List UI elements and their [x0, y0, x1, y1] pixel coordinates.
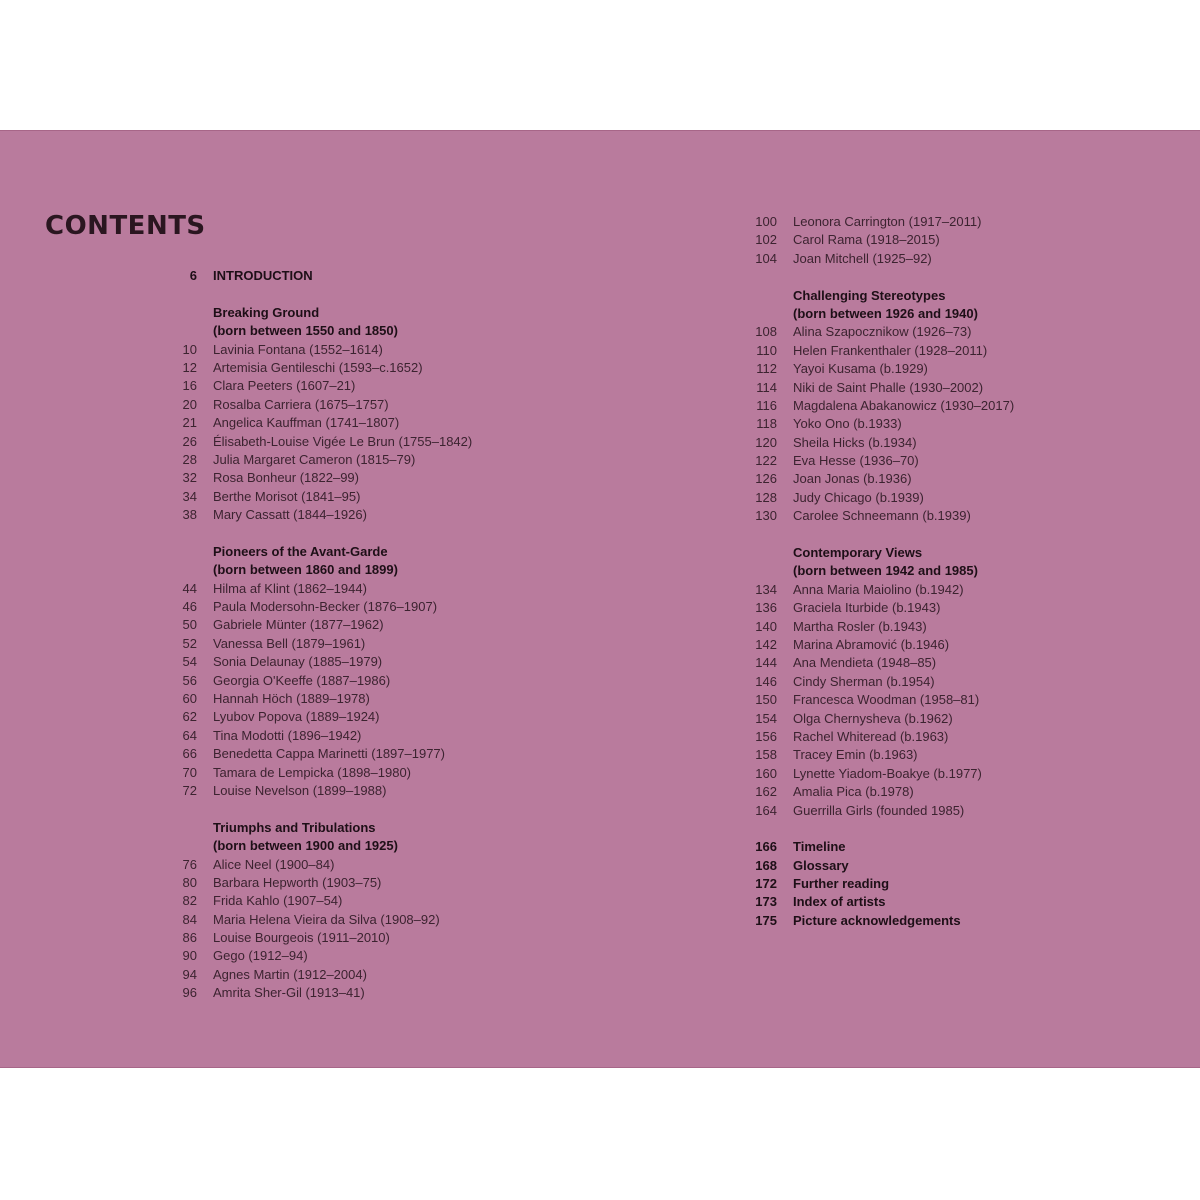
page-number: 110 — [756, 342, 777, 358]
toc-entry[interactable] — [150, 874, 570, 892]
section-heading-text: Triumphs and Tribulations — [213, 819, 376, 835]
toc-entry[interactable] — [730, 489, 1150, 507]
page-number: 172 — [755, 876, 777, 892]
entry-label: Magdalena Abakanowicz (1930–2017) — [793, 397, 1015, 413]
entry-label: Tamara de Lempicka (1898–1980) — [213, 764, 412, 780]
toc-entry[interactable] — [730, 728, 1150, 746]
entry-label: Carol Rama (1918–2015) — [793, 232, 940, 248]
toc-entry[interactable] — [150, 672, 570, 690]
toc-entry[interactable] — [150, 433, 570, 451]
page-number: 144 — [755, 655, 777, 671]
toc-entry[interactable] — [150, 708, 570, 726]
page-number: 20 — [182, 396, 197, 412]
entry-label: Lyubov Popova (1889–1924) — [213, 709, 380, 725]
page-number: 104 — [755, 250, 777, 266]
entry-label: Glossary — [793, 857, 849, 873]
toc-entry[interactable] — [730, 746, 1150, 764]
toc-entry[interactable] — [730, 783, 1150, 801]
entry-label: Georgia O'Keeffe (1887–1986) — [213, 672, 391, 688]
page-number: 130 — [755, 508, 777, 524]
entry-label: Sheila Hicks (b.1934) — [793, 434, 917, 450]
entry-label: Anna Maria Maiolino (b.1942) — [793, 581, 964, 597]
entry-label: Tina Modotti (1896–1942) — [213, 727, 362, 743]
toc-entry[interactable] — [730, 581, 1150, 599]
page-number: 120 — [755, 434, 777, 450]
page-number: 160 — [755, 765, 777, 781]
entry-label: Paula Modersohn-Becker (1876–1907) — [213, 599, 438, 615]
section-subheading-text: (born between 1942 and 1985) — [793, 563, 978, 579]
page-number: 142 — [755, 636, 777, 652]
entry-label: Amalia Pica (b.1978) — [793, 784, 914, 800]
toc-entry[interactable] — [150, 598, 570, 616]
entry-label: Martha Rosler (b.1943) — [793, 618, 927, 634]
toc-entry[interactable] — [730, 636, 1150, 654]
page-number: 34 — [182, 488, 197, 504]
toc-entry[interactable] — [150, 782, 570, 800]
entry-label: Louise Nevelson (1899–1988) — [213, 782, 387, 798]
toc-entry[interactable] — [150, 469, 570, 487]
entry-label: Tracey Emin (b.1963) — [793, 747, 918, 763]
toc-entry[interactable] — [150, 947, 570, 965]
entry-label: Sonia Delaunay (1885–1979) — [213, 654, 383, 670]
back-matter-entry[interactable] — [730, 857, 1150, 875]
entry-label: Vanessa Bell (1879–1961) — [213, 635, 366, 651]
page-number: 116 — [756, 397, 777, 413]
entry-label: Julia Margaret Cameron (1815–79) — [213, 451, 416, 467]
page-number: 70 — [182, 764, 197, 780]
entry-label: Barbara Hepworth (1903–75) — [213, 874, 382, 890]
entry-label: Joan Jonas (b.1936) — [793, 471, 912, 487]
toc-entry[interactable] — [150, 653, 570, 671]
entry-label: Rosa Bonheur (1822–99) — [213, 470, 359, 486]
page-number: 128 — [755, 489, 777, 505]
page-number: 102 — [755, 232, 777, 248]
toc-entry[interactable] — [150, 745, 570, 763]
toc-entry[interactable] — [150, 377, 570, 395]
page-number: 16 — [182, 378, 197, 394]
page-number: 66 — [182, 746, 197, 762]
entry-label: Alina Szapocznikow (1926–73) — [793, 324, 972, 340]
toc-entry[interactable] — [150, 359, 570, 377]
toc-entry[interactable] — [730, 323, 1150, 341]
page-number: 50 — [182, 617, 197, 633]
section-heading — [150, 543, 570, 561]
toc-entry[interactable] — [730, 599, 1150, 617]
section-heading — [150, 819, 570, 837]
page-number: 156 — [755, 728, 777, 744]
toc-entry[interactable] — [150, 966, 570, 984]
toc-entry[interactable] — [730, 802, 1150, 820]
page-number: 28 — [182, 451, 197, 467]
entry-label: Leonora Carrington (1917–2011) — [793, 214, 982, 229]
page-number: 134 — [755, 581, 777, 597]
toc-entry[interactable] — [150, 580, 570, 598]
toc-entry[interactable] — [150, 690, 570, 708]
toc-entry[interactable] — [150, 396, 570, 414]
toc-entry[interactable] — [150, 892, 570, 910]
toc-entry[interactable] — [730, 618, 1150, 636]
entry-label: Cindy Sherman (b.1954) — [793, 673, 935, 689]
entry-label: Yayoi Kusama (b.1929) — [793, 361, 928, 377]
entry-label: Gego (1912–94) — [213, 948, 308, 964]
section-subheading — [150, 561, 570, 579]
entry-label: Clara Peeters (1607–21) — [213, 378, 356, 394]
page-number: 6 — [189, 268, 197, 283]
entry-label: Hilma af Klint (1862–1944) — [213, 580, 367, 596]
page-number: 46 — [182, 599, 197, 615]
page-number: 82 — [182, 893, 197, 909]
section-subheading-text: (born between 1550 and 1850) — [213, 323, 398, 339]
page-number: 162 — [755, 784, 777, 800]
page-number: 158 — [755, 747, 777, 763]
entry-label: Picture acknowledgements — [793, 912, 961, 928]
page-number: 86 — [182, 930, 197, 946]
page-number: 52 — [182, 635, 197, 651]
page-number: 175 — [755, 912, 777, 928]
toc-entry[interactable] — [730, 342, 1150, 360]
toc-entry[interactable] — [150, 616, 570, 634]
page-number: 56 — [182, 672, 197, 688]
section-subheading-text: (born between 1926 and 1940) — [793, 305, 978, 321]
entry-label: Gabriele Münter (1877–1962) — [213, 617, 384, 633]
toc-entry[interactable] — [730, 710, 1150, 728]
entry-label: Benedetta Cappa Marinetti (1897–1977) — [213, 746, 445, 762]
toc-entry[interactable] — [730, 470, 1150, 488]
toc-entry[interactable] — [150, 727, 570, 745]
page-number: 10 — [182, 341, 197, 357]
page-number: 21 — [182, 415, 197, 431]
page-number: 150 — [755, 692, 777, 708]
page-number: 62 — [182, 709, 197, 725]
entry-label: Berthe Morisot (1841–95) — [213, 488, 361, 504]
page-number: 114 — [756, 379, 777, 395]
entry-label: Niki de Saint Phalle (1930–2002) — [793, 379, 984, 395]
entry-label: Guerrilla Girls (founded 1985) — [793, 802, 965, 818]
toc-entry[interactable] — [150, 414, 570, 432]
back-matter-entry[interactable] — [730, 912, 1150, 930]
back-matter-entry[interactable] — [730, 893, 1150, 911]
entry-label: Helen Frankenthaler (1928–2011) — [793, 342, 988, 358]
section-heading — [730, 544, 1150, 562]
entry-label: Maria Helena Vieira da Silva (1908–92) — [213, 911, 440, 927]
back-matter-entry[interactable] — [730, 875, 1150, 893]
entry-label: Frida Kahlo (1907–54) — [213, 893, 343, 909]
right-column — [730, 213, 1150, 930]
entry-label: Olga Chernysheva (b.1962) — [793, 710, 953, 726]
toc-entry[interactable] — [150, 488, 570, 506]
toc-entry[interactable] — [150, 764, 570, 782]
entry-label: Judy Chicago (b.1939) — [793, 489, 924, 505]
page-number: 126 — [755, 471, 777, 487]
toc-entry[interactable] — [730, 360, 1150, 378]
page-number: 60 — [182, 690, 197, 706]
entry-label: Agnes Martin (1912–2004) — [213, 966, 367, 982]
toc-entry[interactable] — [730, 452, 1150, 470]
page-number: 112 — [756, 361, 777, 377]
entry-label: Graciela Iturbide (b.1943) — [793, 600, 941, 616]
page-number: 94 — [182, 966, 197, 982]
page-number: 164 — [755, 802, 777, 818]
entry-label: Marina Abramović (b.1946) — [793, 636, 950, 652]
page-number: 108 — [755, 324, 777, 340]
toc-entry[interactable] — [730, 213, 1150, 231]
entry-label: Carolee Schneemann (b.1939) — [793, 508, 971, 524]
toc-entry[interactable] — [150, 856, 570, 874]
entry-label: Rachel Whiteread (b.1963) — [793, 728, 949, 744]
toc-entry[interactable] — [150, 506, 570, 524]
section-subheading — [730, 305, 1150, 323]
page-number: 32 — [182, 470, 197, 486]
entry-label: Mary Cassatt (1844–1926) — [213, 507, 367, 523]
toc-entry[interactable] — [730, 379, 1150, 397]
page-number: 122 — [755, 453, 777, 469]
page-number: 38 — [182, 507, 197, 523]
page-number: 76 — [182, 856, 197, 872]
toc-entry[interactable] — [730, 397, 1150, 415]
page-number: 168 — [755, 857, 777, 873]
section-subheading-text: (born between 1900 and 1925) — [213, 838, 398, 854]
section-heading-text: Pioneers of the Avant-Garde — [213, 543, 388, 559]
entry-label: Joan Mitchell (1925–92) — [793, 250, 932, 266]
page-number: 146 — [755, 673, 777, 689]
left-column — [150, 267, 570, 1003]
entry-label: Louise Bourgeois (1911–2010) — [213, 930, 390, 946]
section-subheading-text: (born between 1860 and 1899) — [213, 562, 398, 578]
entry-label: Lavinia Fontana (1552–1614) — [213, 341, 383, 357]
toc-entry[interactable] — [730, 765, 1150, 783]
page-number: 118 — [756, 416, 777, 432]
back-matter-entry[interactable] — [730, 838, 1150, 856]
toc-entry[interactable] — [150, 451, 570, 469]
entry-label: Index of artists — [793, 894, 886, 910]
toc-entry[interactable] — [150, 635, 570, 653]
page-number: 80 — [182, 874, 197, 890]
section-heading-text: Contemporary Views — [793, 545, 923, 561]
page-number: 173 — [755, 894, 777, 910]
toc-entry[interactable] — [730, 507, 1150, 525]
section-heading — [150, 304, 570, 322]
toc-entry[interactable] — [730, 434, 1150, 452]
entry-label: Eva Hesse (1936–70) — [793, 453, 919, 469]
toc-entry[interactable] — [730, 415, 1150, 433]
page-number: 44 — [182, 580, 197, 596]
entry-label: Timeline — [793, 839, 846, 855]
entry-label: Yoko Ono (b.1933) — [793, 416, 902, 432]
toc-entry[interactable] — [730, 673, 1150, 691]
page-number: 64 — [182, 727, 197, 743]
toc-entry[interactable] — [730, 691, 1150, 709]
toc-entry[interactable] — [150, 984, 570, 1002]
entry-label: Élisabeth-Louise Vigée Le Brun (1755–1842) — [213, 433, 473, 449]
page-number: 154 — [755, 710, 777, 726]
entry-label: Alice Neel (1900–84) — [213, 856, 335, 872]
entry-label: Artemisia Gentileschi (1593–c.1652) — [213, 359, 423, 375]
toc-entry[interactable] — [730, 231, 1150, 249]
section-subheading — [150, 322, 570, 340]
page-number: 26 — [182, 433, 197, 449]
toc-entry[interactable] — [730, 250, 1150, 268]
entry-label: Ana Mendieta (1948–85) — [793, 655, 937, 671]
toc-entry[interactable] — [150, 341, 570, 359]
page-number: 96 — [182, 985, 197, 1001]
page-title: CONTENTS — [45, 211, 206, 241]
entry-label: Francesca Woodman (1958–81) — [793, 692, 980, 708]
entry-label: Amrita Sher-Gil (1913–41) — [213, 985, 365, 1001]
toc-entry[interactable] — [730, 654, 1150, 672]
section-heading-text: Challenging Stereotypes — [793, 287, 946, 303]
contents-page — [0, 130, 1200, 1068]
entry-label: Angelica Kauffman (1741–1807) — [213, 415, 400, 431]
toc-entry[interactable] — [150, 911, 570, 929]
page-number: 84 — [182, 911, 197, 927]
entry-label: Further reading — [793, 876, 890, 892]
entry-label: INTRODUCTION — [213, 268, 313, 283]
page-number: 136 — [755, 600, 777, 616]
page-number: 90 — [182, 948, 197, 964]
section-subheading — [730, 562, 1150, 580]
toc-entry[interactable] — [150, 929, 570, 947]
page-number: 100 — [755, 214, 777, 229]
page-number: 140 — [755, 618, 777, 634]
section-heading — [730, 287, 1150, 305]
page-number: 54 — [182, 654, 197, 670]
entry-label: Lynette Yiadom-Boakye (b.1977) — [793, 765, 982, 781]
entry-label: Hannah Höch (1889–1978) — [213, 690, 370, 706]
section-heading-text: Breaking Ground — [213, 304, 320, 320]
page-number: 72 — [182, 782, 197, 798]
intro-entry[interactable] — [150, 267, 570, 285]
page-number: 12 — [182, 359, 197, 375]
section-subheading — [150, 837, 570, 855]
entry-label: Rosalba Carriera (1675–1757) — [213, 396, 389, 412]
page-number: 166 — [755, 839, 777, 855]
